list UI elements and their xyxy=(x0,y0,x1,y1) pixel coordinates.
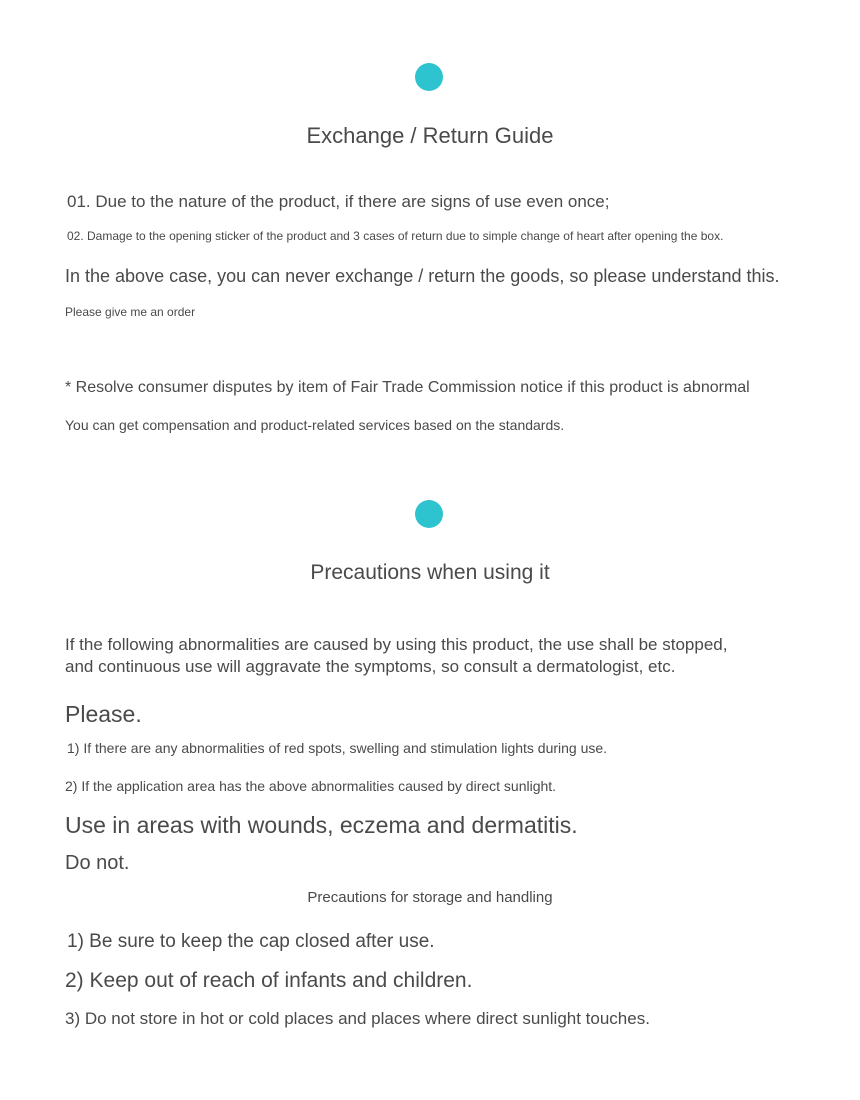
precautions-title: Precautions when using it xyxy=(310,561,550,584)
precaution-item-1: 1) If there are any abnormalities of red spots, swelling and stimulation lights during use. xyxy=(67,740,608,756)
dispute-line-2: You can get compensation and product-related services based on the standards. xyxy=(65,417,565,433)
order-note: Please give me an order xyxy=(65,305,196,319)
storage-item-3: 3) Do not store in hot or cold places and places where direct sunlight touches. xyxy=(65,1009,650,1028)
storage-item-1: 1) Be sure to keep the cap closed after use. xyxy=(67,931,435,952)
exchange-item-01: 01. Due to the nature of the product, if there are signs of use even once; xyxy=(67,192,610,211)
exchange-return-title: Exchange / Return Guide xyxy=(306,123,554,148)
section-dot-exchange xyxy=(415,63,443,91)
do-not-text: Do not. xyxy=(65,852,130,874)
section-dot-precautions xyxy=(415,500,443,528)
please-text: Please. xyxy=(65,701,142,727)
wound-warning: Use in areas with wounds, eczema and dermatitis. xyxy=(65,812,578,838)
storage-item-2: 2) Keep out of reach of infants and children. xyxy=(65,969,473,992)
precautions-intro-line-1: If the following abnormalities are caused by using this product, the use shall be stopped, xyxy=(65,635,728,654)
storage-title: Precautions for storage and handling xyxy=(307,889,553,906)
precautions-intro-line-2: and continuous use will aggravate the symptoms, so consult a dermatologist, etc. xyxy=(65,657,676,676)
exchange-item-02: 02. Damage to the opening sticker of the product and 3 cases of return due to simple change of heart after opening the box. xyxy=(67,229,724,243)
exchange-note: In the above case, you can never exchange / return the goods, so please understand this. xyxy=(65,266,780,286)
dispute-line-1: * Resolve consumer disputes by item of Fair Trade Commission notice if this product is abnormal xyxy=(65,379,750,396)
precaution-item-2: 2) If the application area has the above abnormalities caused by direct sunlight. xyxy=(65,778,557,794)
